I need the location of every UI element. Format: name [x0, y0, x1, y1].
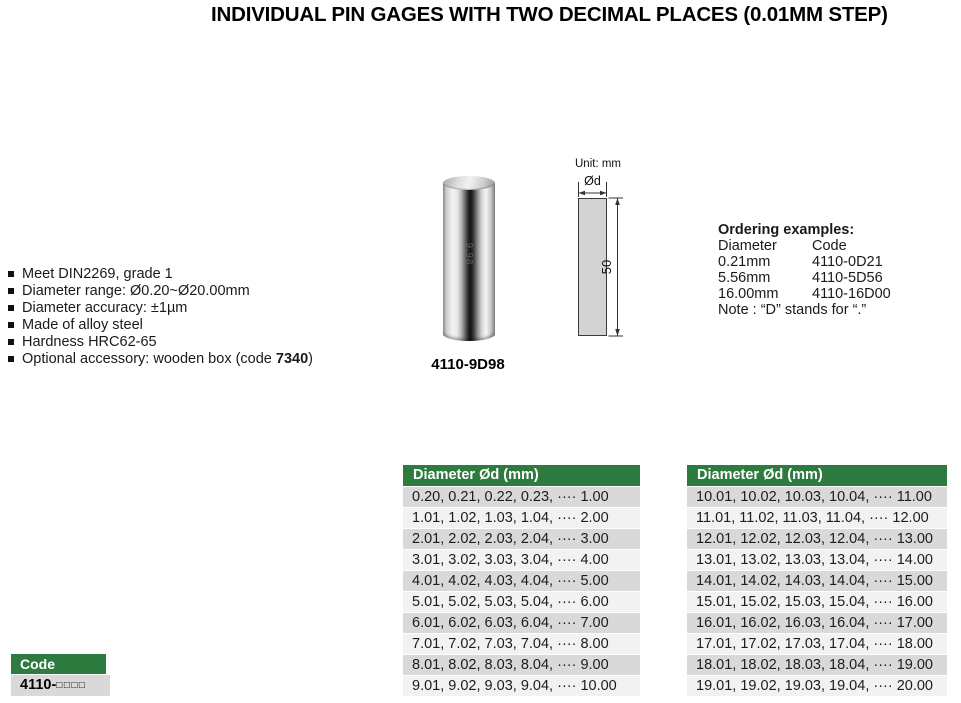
table-row: 15.01, 15.02, 15.03, 15.04, ···· 16.00: [687, 592, 947, 613]
table-row: 5.01, 5.02, 5.03, 5.04, ···· 6.00: [403, 592, 640, 613]
code-panel-value: [11, 675, 110, 696]
diameter-table-2: [687, 465, 947, 697]
table-row: 11.01, 11.02, 11.03, 11.04, ···· 12.00: [687, 508, 947, 529]
feature-text-prefix: Optional accessory: wooden box (code: [22, 350, 276, 367]
table-header: Diameter Ød (mm): [403, 465, 640, 487]
ordering-heading: Ordering examples:: [718, 222, 855, 238]
table-body: [687, 487, 947, 697]
code-prefix: 4110-: [20, 677, 57, 693]
accessory-code: 7340: [275, 350, 309, 367]
ordering-code: 4110-0D21: [812, 254, 883, 270]
feature-text: [22, 351, 313, 367]
table-row: 9.01, 9.02, 9.03, 9.04, ···· 10.00: [403, 676, 640, 697]
table-header: Diameter Ød (mm): [687, 465, 947, 487]
arrowhead-left: [579, 191, 586, 196]
diameter-table-1: [403, 465, 640, 697]
table-row: 7.01, 7.02, 7.03, 7.04, ···· 8.00: [403, 634, 640, 655]
table-row: 14.01, 14.02, 14.03, 14.04, ···· 15.00: [687, 571, 947, 592]
ordering-row: [718, 286, 891, 302]
table-row: 2.01, 2.02, 2.03, 2.04, ···· 3.00: [403, 529, 640, 550]
bullet-square-icon: [8, 305, 14, 311]
code-panel-header: Code: [11, 654, 106, 674]
bullet-square-icon: [8, 339, 14, 345]
table-row: 4.01, 4.02, 4.03, 4.04, ···· 5.00: [403, 571, 640, 592]
table-row: 10.01, 10.02, 10.03, 10.04, ···· 11.00: [687, 487, 947, 508]
ordering-code: 4110-16D00: [812, 286, 891, 302]
ordering-diameter: 5.56mm: [718, 270, 771, 286]
table-row: 3.01, 3.02, 3.03, 3.04, ···· 4.00: [403, 550, 640, 571]
ordering-diameter: 16.00mm: [718, 286, 779, 302]
ordering-note: Note : “D” stands for “.”: [718, 302, 867, 318]
table-row: 16.01, 16.02, 16.03, 16.04, ···· 17.00: [687, 613, 947, 634]
drawing-unit-label: Unit: mm: [575, 158, 621, 170]
feature-item: [5, 316, 313, 333]
pin-top-face: [443, 176, 495, 190]
pin-gage-photo: [443, 183, 495, 341]
pin-engraving: 9.98: [463, 242, 475, 266]
drawing-diameter-label: Ød: [584, 174, 601, 188]
table-row: 19.01, 19.02, 19.03, 19.04, ···· 20.00: [687, 676, 947, 697]
table-body: [403, 487, 640, 697]
feature-list: [5, 265, 313, 367]
feature-text: Diameter accuracy: ±1µm: [22, 299, 188, 316]
bullet-square-icon: [8, 322, 14, 328]
feature-text-suffix: ): [308, 350, 314, 367]
ordering-code: 4110-5D56: [812, 270, 883, 286]
table-row: 8.01, 8.02, 8.03, 8.04, ···· 9.00: [403, 655, 640, 676]
table-row: 18.01, 18.02, 18.03, 18.04, ···· 19.00: [687, 655, 947, 676]
ordering-col-diameter: Diameter: [718, 238, 777, 254]
table-row: 17.01, 17.02, 17.03, 17.04, ···· 18.00: [687, 634, 947, 655]
feature-text: Meet DIN2269, grade 1: [22, 265, 173, 282]
table-row: 13.01, 13.02, 13.03, 13.04, ···· 14.00: [687, 550, 947, 571]
feature-text: Made of alloy steel: [22, 316, 143, 333]
ordering-examples: [718, 222, 891, 318]
table-row: 6.01, 6.02, 6.03, 6.04, ···· 7.00: [403, 613, 640, 634]
ordering-header-row: [718, 238, 891, 254]
table-row: 1.01, 1.02, 1.03, 1.04, ···· 2.00: [403, 508, 640, 529]
bullet-square-icon: [8, 288, 14, 294]
feature-item: [5, 299, 313, 316]
feature-item: [5, 265, 313, 282]
pin-model-caption: 4110-9D98: [431, 356, 505, 373]
feature-text: Diameter range: Ø0.20~Ø20.00mm: [22, 282, 250, 299]
ordering-diameter: 0.21mm: [718, 254, 771, 270]
ordering-col-code: Code: [812, 238, 847, 254]
code-panel: [11, 654, 110, 696]
table-row: 12.01, 12.02, 12.03, 12.04, ···· 13.00: [687, 529, 947, 550]
arrowhead-right: [600, 191, 607, 196]
feature-item: [5, 282, 313, 299]
ordering-row: [718, 270, 891, 286]
code-placeholder-boxes: □□□□: [56, 680, 87, 691]
feature-item: [5, 350, 313, 367]
page-title: INDIVIDUAL PIN GAGES WITH TWO DECIMAL PLACES (0.01MM STEP): [211, 3, 888, 26]
bullet-square-icon: [8, 271, 14, 277]
bullet-square-icon: [8, 356, 14, 362]
arrowhead-down: [615, 329, 620, 336]
arrowhead-up: [615, 198, 620, 205]
table-row: 0.20, 0.21, 0.22, 0.23, ···· 1.00: [403, 487, 640, 508]
feature-item: [5, 333, 313, 350]
dimension-lines: [570, 172, 630, 347]
ordering-row: [718, 254, 891, 270]
feature-text: Hardness HRC62-65: [22, 333, 157, 350]
drawing-length-label: 50: [599, 259, 614, 275]
